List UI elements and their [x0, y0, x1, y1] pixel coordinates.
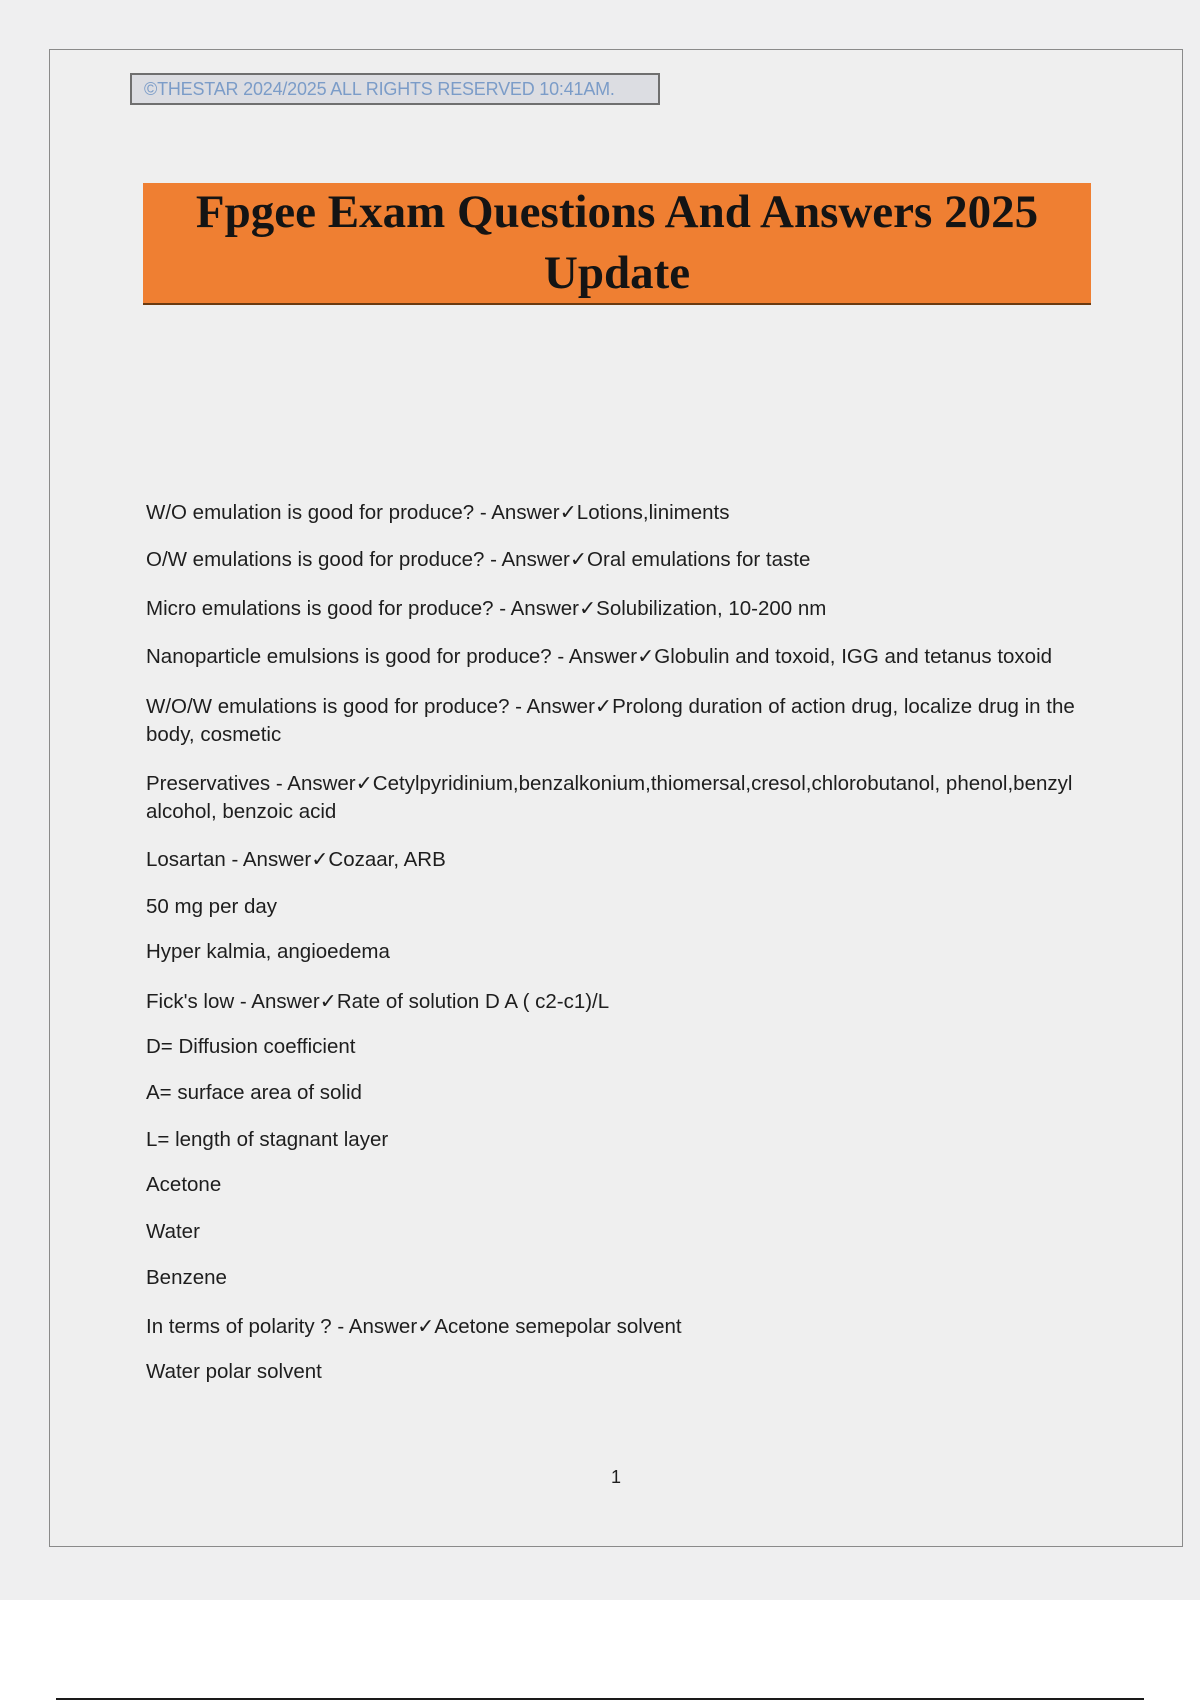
qa-item-9: Hyper kalmia, angioedema [146, 940, 390, 963]
page-number: 1 [610, 1467, 621, 1487]
qa-item-16: Benzene [146, 1266, 227, 1289]
page-title [167, 182, 1067, 304]
qa-item-11: D= Diffusion coefficient [146, 1035, 356, 1058]
qa-item-10: Fick's low - Answer✓Rate of solution D A ( c2-c1)/L [146, 990, 610, 1013]
qa-item-15: Water [146, 1220, 200, 1243]
footer-divider [56, 1698, 1144, 1700]
title-banner [143, 183, 1091, 305]
copyright-watermark: ©THESTAR 2024/2025 ALL RIGHTS RESERVED 10:41AM. [130, 73, 660, 105]
qa-item-12: A= surface area of solid [146, 1081, 362, 1104]
qa-item-1: W/O emulation is good for produce? - Answer✓Lotions,liniments [146, 501, 730, 524]
qa-list [146, 499, 1116, 1386]
qa-item-17: In terms of polarity ? - Answer✓Acetone semepolar solvent [146, 1315, 682, 1338]
document-page [49, 49, 1183, 1547]
qa-item-18: Water polar solvent [146, 1360, 322, 1383]
qa-item-13: L= length of stagnant layer [146, 1128, 389, 1151]
qa-item-2: O/W emulations is good for produce? - Answer✓Oral emulations for taste [146, 548, 811, 571]
qa-item-4: Nanoparticle emulsions is good for produce? - Answer✓Globulin and toxoid, IGG and tetanus toxoid [146, 645, 1053, 668]
qa-item-14: Acetone [146, 1173, 222, 1196]
title-line-1: Fpgee Exam Questions And Answers 2025 [195, 186, 1039, 238]
title-line-2: Update [543, 247, 691, 299]
qa-item-7: Losartan - Answer✓Cozaar, ARB [146, 848, 446, 871]
qa-item-3: Micro emulations is good for produce? - Answer✓Solubilization, 10-200 nm [146, 597, 827, 620]
qa-item-5: W/O/W emulations is good for produce? - Answer✓Prolong duration of action drug, localize drug in the body, cosmetic [146, 695, 1075, 746]
qa-item-8: 50 mg per day [146, 895, 278, 918]
qa-item-6: Preservatives - Answer✓Cetylpyridinium,benzalkonium,thiomersal,cresol,chlorobutanol, phenol,benzyl alcohol, benzoic acid [146, 772, 1073, 823]
